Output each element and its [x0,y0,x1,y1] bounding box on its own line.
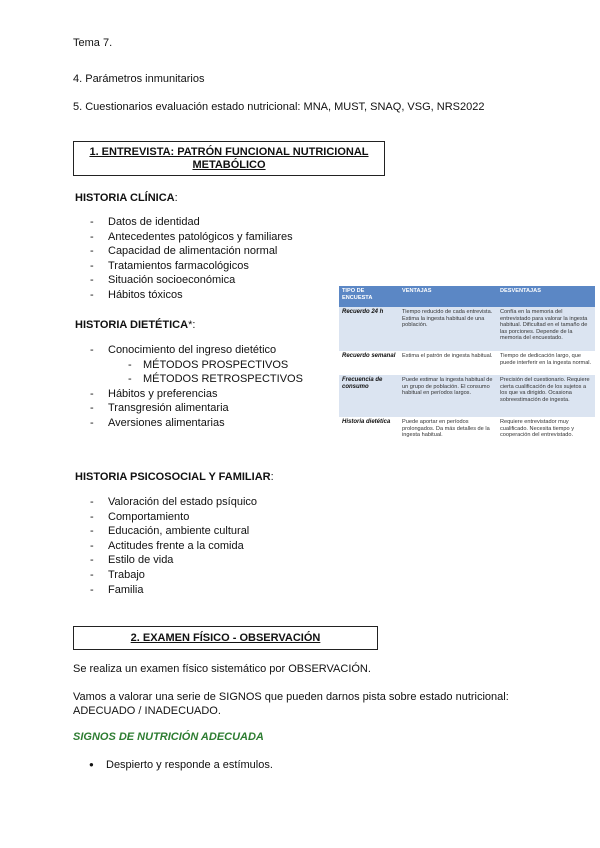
row-desventajas: Requiere entrevistador muy cualificado. Necesita tiempo y cooperación del entrevistado. [497,417,595,455]
table-row [339,307,595,351]
list-item: - Hábitos tóxicos [73,288,293,303]
row-name: Recuerdo 24 h [339,307,399,351]
list-item: - Situación socioeconómica [73,273,293,288]
list-item: - Capacidad de alimentación normal [73,244,293,259]
row-ventajas: Puede estimar la ingesta habitual de un grupo de población. El consumo habitual en períodos largos. [399,375,497,417]
list-item: - Hábitos y preferencias [73,387,303,402]
historia-dietetica-heading: HISTORIA DIETÉTICA*: [75,319,196,331]
historia-psicosocial-list [73,495,257,597]
table-row [339,417,595,455]
row-desventajas: Confía en la memoria del entrevistado para valorar la ingesta habitual. Dificultad en el tamaño de las porciones. Depende de la memoria del encuestado. [497,307,595,351]
row-name: Frecuencia de consumo [339,375,399,417]
row-ventajas: Tiempo reducido de cada entrevista. Estima la ingesta habitual de una población. [399,307,497,351]
list-item: - Trabajo [73,568,257,583]
section1-title-line2: METABÓLICO [192,159,266,171]
list-item: - Conocimiento del ingreso dietético [73,343,303,358]
list-item: - Educación, ambiente cultural [73,524,257,539]
topic-label: Tema 7. [73,37,113,49]
paragraph-examen: Se realiza un examen físico sistemático por OBSERVACIÓN. [73,663,371,675]
list-item: - Valoración del estado psíquico [73,495,257,510]
section2-title-box [73,626,378,650]
survey-table [339,286,595,455]
list-item: - Tratamientos farmacológicos [73,259,293,274]
list-item: - Antecedentes patológicos y familiares [73,230,293,245]
signos-list [73,758,273,772]
row-ventajas: Estima el patrón de ingesta habitual. [399,351,497,375]
header-desventajas: DESVENTAJAS [497,286,595,307]
paragraph-signos-line2: ADECUADO / INADECUADO. [73,705,221,717]
list-item: - Datos de identidad [73,215,293,230]
list-item: - Familia [73,583,257,598]
row-ventajas: Puede aportar en períodos prolongados. Da más detalles de la ingesta habitual. [399,417,497,455]
section1-title-box [73,141,385,176]
table-row [339,351,595,375]
table-row [339,375,595,417]
survey-table-header [339,286,595,307]
historia-clinica-heading: HISTORIA CLÍNICA: [75,192,178,204]
section1-title-line1: 1. ENTREVISTA: PATRÓN FUNCIONAL NUTRICIONAL [89,146,369,158]
list-item: - Actitudes frente a la comida [73,539,257,554]
item-cuestionarios: 5. Cuestionarios evaluación estado nutricional: MNA, MUST, SNAQ, VSG, NRS2022 [73,101,485,113]
historia-clinica-list [73,215,293,303]
list-item: - Aversiones alimentarias [73,416,303,431]
header-ventajas: VENTAJAS [399,286,497,307]
row-name: Historia dietética [339,417,399,455]
list-item: - MÉTODOS PROSPECTIVOS [73,358,303,373]
signos-heading: SIGNOS DE NUTRICIÓN ADECUADA [73,731,264,743]
list-item: - Comportamiento [73,510,257,525]
list-item: - Estilo de vida [73,553,257,568]
list-item: - Transgresión alimentaria [73,401,303,416]
historia-dietetica-list [73,343,303,431]
list-item: ● Despierto y responde a estímulos. [73,758,273,772]
paragraph-signos-line1: Vamos a valorar una serie de SIGNOS que pueden darnos pista sobre estado nutricional: [73,691,509,703]
header-tipo: TIPO DE ENCUESTA [339,286,399,307]
section2-title: 2. EXAMEN FÍSICO - OBSERVACIÓN [130,632,321,644]
list-item: - MÉTODOS RETROSPECTIVOS [73,372,303,387]
row-name: Recuerdo semanal [339,351,399,375]
historia-psicosocial-heading: HISTORIA PSICOSOCIAL Y FAMILIAR: [75,471,274,483]
item-parametros: 4. Parámetros inmunitarios [73,73,205,85]
row-desventajas: Tiempo de dedicación largo, que puede interferir en la ingesta normal. [497,351,595,375]
row-desventajas: Precisión del cuestionario. Requiere cierta cualificación de los sujetos a los que va dirigido. Ocasiona sobreestimación de ingesta. [497,375,595,417]
